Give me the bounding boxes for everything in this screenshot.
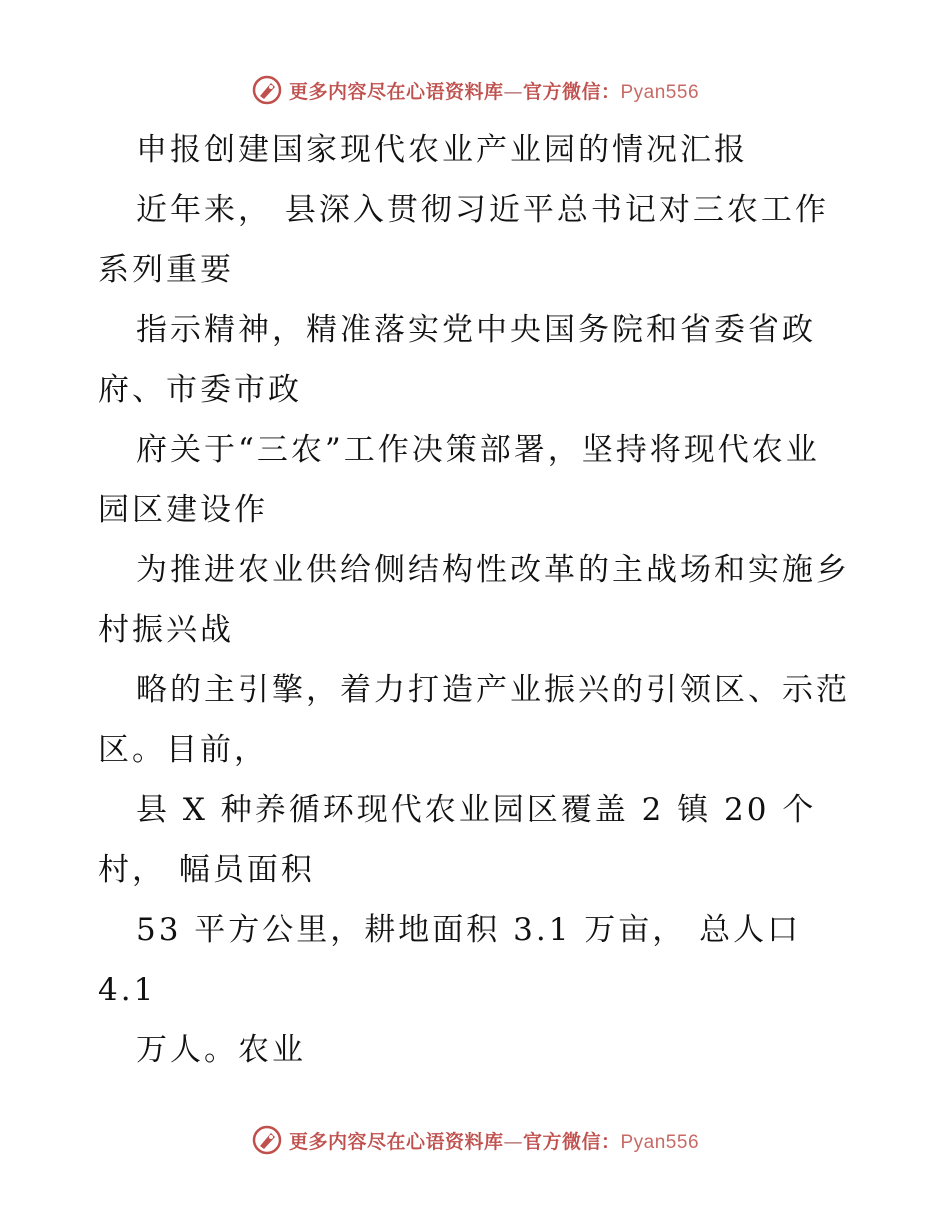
watermark-dash: — bbox=[503, 1130, 523, 1153]
paragraph-line: 略的主引擎，着力打造产业振兴的引领区、示范 bbox=[136, 672, 850, 708]
paragraph-line: 为推进农业供给侧结构性改革的主战场和实施乡 bbox=[136, 552, 850, 588]
watermark-suffix: 官方微信： bbox=[522, 1130, 621, 1153]
pen-nib-icon bbox=[251, 1124, 283, 1156]
paragraph-line: 村振兴战 bbox=[98, 612, 234, 648]
paragraph-line: 近年来， 县深入贯彻习近平总书记对三农工作 bbox=[136, 192, 829, 228]
paragraph-line: 区。目前， bbox=[98, 732, 268, 768]
paragraph-line: 万人。农业 bbox=[136, 1032, 306, 1068]
paragraph-line: 府关于“三农”工作决策部署，坚持将现代农业 bbox=[136, 432, 820, 468]
watermark-title: 更多内容尽在心语资料库 bbox=[288, 80, 504, 103]
watermark-suffix: 官方微信： bbox=[522, 80, 621, 103]
header-watermark bbox=[0, 70, 950, 110]
watermark-handle: Pyan556 bbox=[620, 81, 700, 103]
paragraph-line: 府、市委市政 bbox=[98, 372, 302, 408]
paragraph-line: 村， 幅员面积 bbox=[98, 852, 315, 888]
paragraph-line: 系列重要 bbox=[98, 252, 234, 288]
pen-nib-icon bbox=[251, 74, 283, 106]
paragraph-line: 53 平方公里，耕地面积 3.1 万亩， 总人口 bbox=[136, 912, 802, 948]
document-title: 申报创建国家现代农业产业园的情况汇报 bbox=[136, 132, 748, 168]
document-body bbox=[98, 120, 858, 1080]
watermark-text bbox=[289, 1127, 699, 1154]
watermark-dash: — bbox=[503, 80, 523, 103]
footer-watermark bbox=[0, 1120, 950, 1160]
watermark-title: 更多内容尽在心语资料库 bbox=[288, 1130, 504, 1153]
watermark-handle: Pyan556 bbox=[620, 1131, 700, 1153]
paragraph-line: 指示精神，精准落实党中央国务院和省委省政 bbox=[136, 312, 816, 348]
paragraph-line: 4.1 bbox=[98, 972, 157, 1008]
watermark-text bbox=[289, 77, 699, 104]
paragraph-line: 园区建设作 bbox=[98, 492, 268, 528]
paragraph-line: 县 X 种养循环现代农业园区覆盖 2 镇 20 个 bbox=[136, 792, 817, 828]
